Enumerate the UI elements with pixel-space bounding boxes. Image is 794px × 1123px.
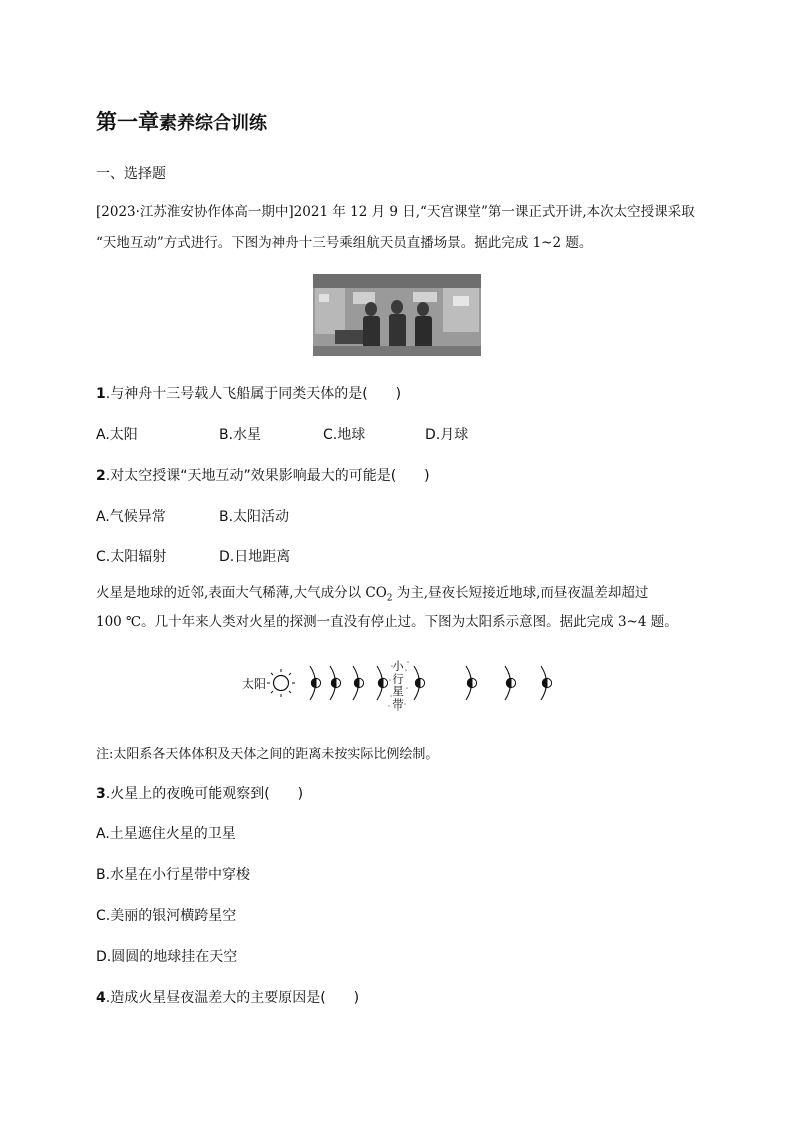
q2-option-a[interactable]: A.气候异常 (96, 509, 166, 525)
question-1-number: 1 (96, 386, 106, 402)
passage2-line2: 100 ℃。几十年来人类对火星的探测一直没有停止过。下图为太阳系示意图。据此完成 3~4 题。 (96, 614, 678, 630)
title-main: 第一章 (96, 110, 159, 134)
title-sub: 素养综合训练 (159, 113, 267, 134)
belt-char-1: 小 (392, 659, 404, 673)
q1-option-d[interactable]: D.月球 (425, 427, 469, 443)
belt-char-4: 带 (392, 696, 404, 711)
q2-option-d[interactable]: D.日地距离 (219, 549, 291, 565)
q2-option-b[interactable]: B.太阳活动 (219, 509, 290, 525)
q3-option-d[interactable]: D.圆圆的地球挂在天空 (96, 949, 238, 965)
passage1-line2: “天地互动”方式进行。下图为神舟十三号乘组航天员直播场景。据此完成 1~2 题。 (96, 235, 593, 251)
belt-char-3: 星 (392, 684, 404, 698)
question-1-text: .与神舟十三号载人飞船属于同类天体的是( ) (105, 386, 402, 402)
belt-char-2: 行 (392, 671, 404, 686)
question-4 (96, 987, 359, 1007)
question-3 (96, 783, 303, 803)
question-4-text: .造成火星昼夜温差大的主要原因是( ) (105, 990, 360, 1006)
q1-option-a[interactable]: A.太阳 (96, 427, 138, 443)
q3-option-c[interactable]: C.美丽的银河横跨星空 (96, 908, 237, 924)
question-2-number: 2 (96, 468, 106, 484)
asteroid-belt-label (391, 660, 405, 710)
solar-system-diagram (240, 658, 560, 714)
co2-subscript: 2 (386, 593, 393, 604)
diagram-note: 注:太阳系各天体体积及天体之间的距离未按实际比例绘制。 (96, 747, 439, 762)
question-3-number: 3 (96, 786, 106, 802)
q2-option-c[interactable]: C.太阳辐射 (96, 549, 167, 565)
sun-label: 太阳 (242, 677, 267, 691)
page-title (96, 106, 267, 136)
passage2-line1-b: 为主,昼夜长短接近地球,而昼夜温差却超过 (392, 585, 649, 601)
sun-icon (267, 669, 295, 697)
passage1-line1: [2023·江苏淮安协作体高一期中]2021 年 12 月 9 日,“天宫课堂”第一课正式开讲,本次太空授课采取 (96, 204, 695, 220)
question-2 (96, 465, 430, 485)
question-1 (96, 383, 401, 403)
q3-option-a[interactable]: A.土星遮住火星的卫星 (96, 826, 236, 842)
astronaut-photo (313, 274, 481, 356)
passage2-line1 (96, 587, 648, 604)
question-3-text: .火星上的夜晚可能观察到( ) (105, 786, 304, 802)
passage2-line1-a: 火星是地球的近邻,表面大气稀薄,大气成分以 CO (96, 585, 387, 601)
q3-option-b[interactable]: B.水星在小行星带中穿梭 (96, 867, 251, 883)
question-4-number: 4 (96, 990, 106, 1006)
question-2-text: .对太空授课“天地互动”效果影响最大的可能是( ) (105, 468, 430, 484)
section-heading: 一、选择题 (96, 166, 166, 182)
q1-option-c[interactable]: C.地球 (323, 427, 366, 443)
q1-option-b[interactable]: B.水星 (219, 427, 262, 443)
